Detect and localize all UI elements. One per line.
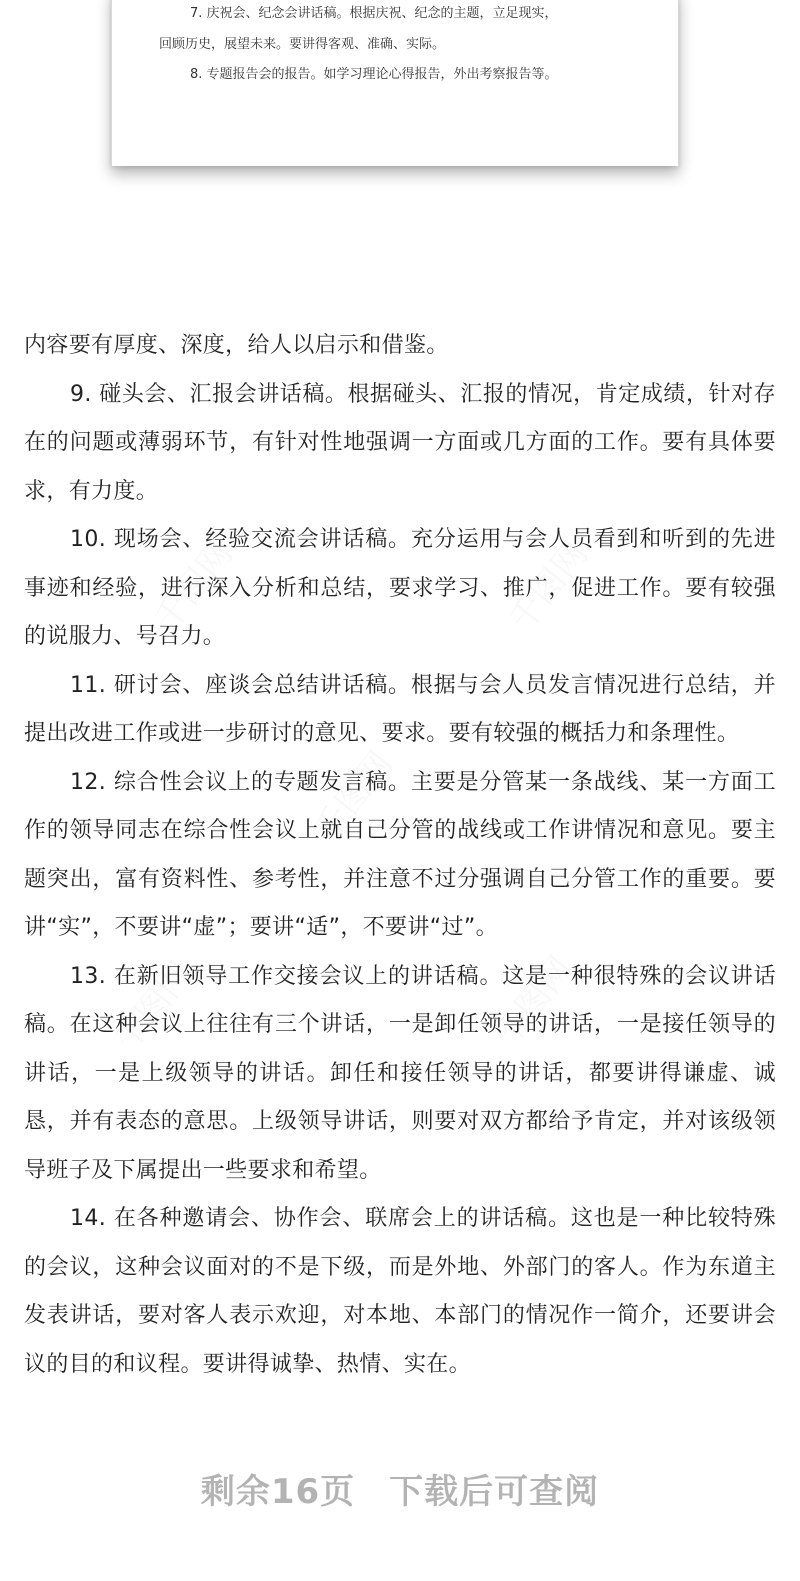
document-preview-card [111, 0, 679, 166]
paragraph-item-13: 13. 在新旧领导工作交接会议上的讲话稿。这是一种很特殊的会议讲话稿。在这种会议上往往有三个讲话，一是卸任领导的讲话，一是接任领导的讲话，一是上级领导的讲话。卸任和接任领导的讲话，都要讲得谦虚、诚恳，并有表态的意思。上级领导讲话，则要对双方都给予肯定，并对该级领导班子及下属提出一些要求和希望。 [24, 963, 776, 1183]
remaining-pages-label: 剩余16页 [200, 1472, 356, 1512]
watermark: 千图网 [146, 534, 241, 640]
watermark: 千图网 [486, 949, 581, 1055]
watermark: 千图网 [306, 744, 401, 850]
preview-line-8: 8. 专题报告会的报告。如学习理论心得报告，外出考察报告等。 [190, 67, 558, 82]
paragraph-item-9: 9. 碰头会、汇报会讲话稿。根据碰头、汇报的情况，肯定成绩，针对存在的问题或薄弱环节，有针对性地强调一方面或几方面的工作。要有具体要求，有力度。 [24, 381, 776, 504]
document-body [24, 322, 776, 1389]
paragraph-continuation: 内容要有厚度、深度，给人以启示和借鉴。 [24, 333, 449, 358]
download-to-view-label: 下载后可查阅 [389, 1472, 600, 1512]
paragraph-item-12: 12. 综合性会议上的专题发言稿。主要是分管某一条战线、某一方面工作的领导同志在综合性会议上就自己分管的战线或工作讲情况和意见。要主题突出，富有资料性、参考性，并注意不过分强调自己分管工作的重要。要讲“实”，不要讲“虚”；要讲“适”，不要讲“过”。 [24, 769, 776, 940]
watermark: 千图网 [501, 534, 596, 640]
paragraph-item-14: 14. 在各种邀请会、协作会、联席会上的讲话稿。这也是一种比较特殊的会议，这种会议面对的不是下级，而是外地、外部门的客人。作为东道主发表讲话，要对客人表示欢迎，对本地、本部门的情况作一简介，还要讲会议的目的和议程。要讲得诚挚、热情、实在。 [24, 1206, 776, 1377]
preview-line-7: 7. 庆祝会、纪念会讲话稿。根据庆祝、纪念的主题，立足现实， [190, 6, 558, 21]
watermark: 千图网 [106, 954, 201, 1060]
paragraph-item-11: 11. 研讨会、座谈会总结讲话稿。根据与会人员发言情况进行总结，并提出改进工作或进一步研讨的意见、要求。要有较强的概括力和条理性。 [24, 672, 776, 746]
preview-line-7-cont: 回顾历史，展望未来。要讲得客观、准确、实际。 [159, 37, 446, 52]
download-prompt[interactable] [0, 1464, 800, 1513]
paragraph-item-10: 10. 现场会、经验交流会讲话稿。充分运用与会人员看到和听到的先进事迹和经验，进行深入分析和总结，要求学习、推广，促进工作。要有较强的说服力、号召力。 [24, 527, 776, 649]
